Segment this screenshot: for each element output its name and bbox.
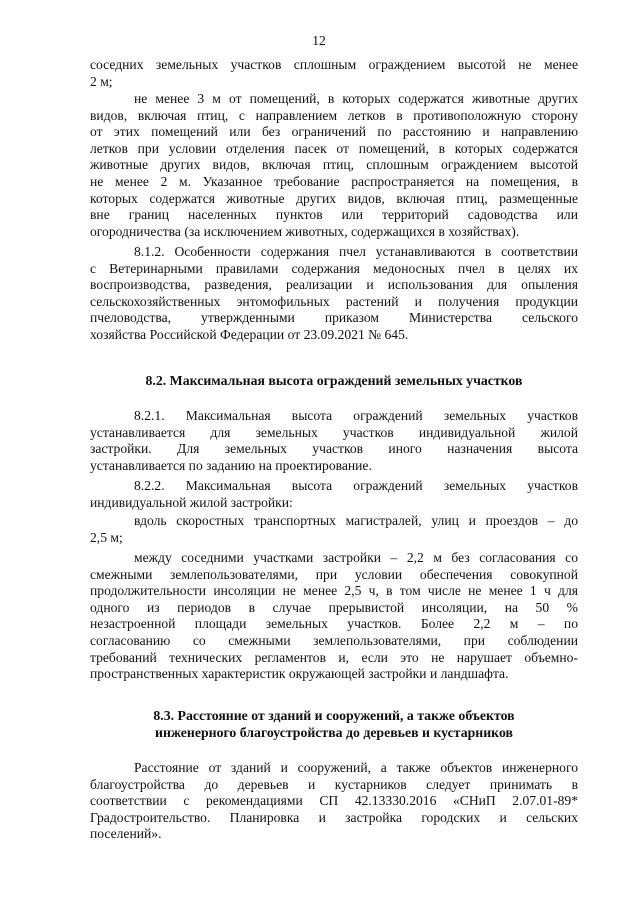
text-line: животные других видов, включая птиц, сплошным ограждением высотой	[90, 157, 578, 173]
text-line: не менее 3 м от помещений, в которых содержатся животные других	[134, 91, 578, 106]
paragraph-8-1-2	[90, 244, 578, 344]
text-line: 2,5 м;	[90, 529, 123, 545]
text-line: устанавливается для земельных участков индивидуальной жилой	[90, 424, 578, 440]
text-line: благоустройства до деревьев и кустарников следует принимать в	[90, 776, 578, 792]
text-line: Градостроительство. Планировка и застройка городских и сельских	[90, 809, 578, 825]
text-line: продолжительности инсоляции не менее 2,5 ч, в том числе не менее 1 ч для	[90, 583, 578, 599]
text-line: огородничества (за исключением животных, содержащихся в хозяйствах).	[90, 223, 520, 239]
text-line: которых содержатся животные других видов, включая птиц, размещенные	[90, 190, 578, 206]
text-line: хозяйства Российской Федерации от 23.09.2021 № 645.	[90, 326, 409, 342]
text-line: 8.1.2. Особенности содержания пчел устанавливаются в соответствии	[134, 244, 578, 259]
paragraph-along-roads	[90, 513, 578, 546]
paragraph-distance-premises	[90, 91, 578, 240]
text-line: видов, включая птиц, с направлением летков в противоположную сторону	[90, 107, 578, 123]
text-line: одного из периодов в случае прерывистой инсоляции, на 50 %	[90, 599, 578, 615]
paragraph-8-2-2	[90, 478, 578, 511]
section-heading-8-2: 8.2. Максимальная высота ограждений земельных участков	[145, 373, 523, 388]
text-line: летков при условии отделения пасек от помещений, в которых содержатся	[90, 140, 578, 156]
heading-line: 8.3. Расстояние от зданий и сооружений, а также объектов	[153, 708, 515, 723]
text-line: 8.2.1. Максимальная высота ограждений земельных участков	[134, 408, 578, 423]
page-number: 12	[312, 33, 326, 48]
text-line: согласованию со смежными землепользователями, при соблюдении	[90, 632, 578, 648]
text-line: требований технических регламентов и, если это не нарушает объемно-	[90, 649, 578, 665]
paragraph-fence-neighbors	[90, 57, 578, 90]
text-line: соседних земельных участков сплошным ограждением высотой не менее	[90, 57, 578, 72]
text-line: сельскохозяйственных энтомофильных растений и получения продукции	[90, 293, 578, 309]
text-line: устанавливается по заданию на проектирование.	[90, 457, 372, 473]
paragraph-between-plots	[90, 550, 578, 683]
section-heading-8-3	[90, 707, 578, 741]
text-line: застройки. Для земельных участков иного назначения высота	[90, 441, 578, 457]
text-line: пространственных характеристик окружающей застройки и ландшафта.	[90, 666, 509, 682]
text-line: смежными землепользователями, при условии обеспечения совокупной	[90, 566, 578, 582]
text-line: 8.2.2. Максимальная высота ограждений земельных участков	[134, 478, 578, 493]
text-line: вдоль скоростных транспортных магистралей, улиц и проездов – до	[134, 513, 578, 528]
text-line: вне границ населенных пунктов или территорий садоводства или	[90, 207, 578, 223]
text-line: воспроизводства, разведения, реализации и использования для опыления	[90, 277, 578, 293]
paragraph-trees-distance	[90, 760, 578, 843]
text-line: не менее 2 м. Указанное требование распространяется на помещения, в	[90, 173, 578, 189]
text-line: 2 м;	[90, 73, 113, 89]
text-line: поселений».	[90, 826, 162, 842]
paragraph-8-2-1	[90, 408, 578, 474]
text-line: незастроенной площади земельных участков. Более 2,2 м – по	[90, 616, 578, 632]
text-line: с Ветеринарными правилами содержания медоносных пчел в целях их	[90, 260, 578, 276]
text-line: соответствии с рекомендациями СП 42.13330.2016 «СНиП 2.07.01-89*	[90, 793, 578, 809]
text-line: Расстояние от зданий и сооружений, а также объектов инженерного	[134, 760, 578, 775]
text-line: индивидуальной жилой застройки:	[90, 494, 293, 510]
text-line: пчеловодства, утвержденными приказом Министерства сельского	[90, 310, 578, 326]
text-line: от этих помещений или без ограничений по расстоянию и направлению	[90, 124, 578, 140]
heading-line: инженерного благоустройства до деревьев и кустарников	[155, 725, 513, 740]
text-line: между соседними участками застройки – 2,2 м без согласования со	[134, 550, 578, 565]
